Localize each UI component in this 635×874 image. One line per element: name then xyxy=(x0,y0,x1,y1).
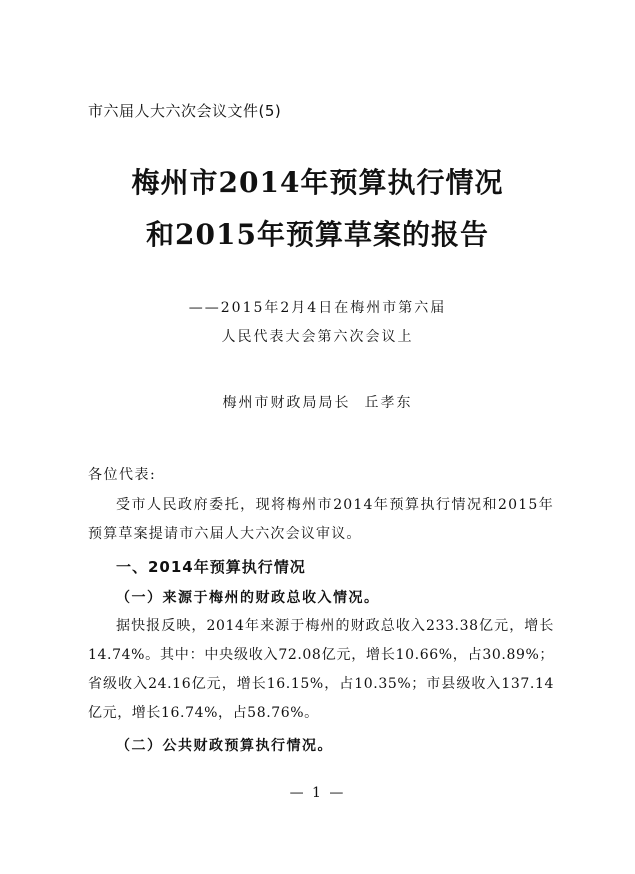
document-subtitle-line-1: ——2015年2月4日在梅州市第六届 xyxy=(188,300,447,316)
subsection-heading-2: （二）公共财政预算执行情况。 xyxy=(116,738,333,754)
document-subtitle-line-2: 人民代表大会第六次会议上 xyxy=(221,329,414,345)
body-paragraph-2: 据快报反映，2014年来源于梅州的财政总收入233.38亿元，增长14.74%。其中：中央级收入72.08亿元，增长10.66%，占30.89%；省级收入24.16亿元，增长16.15%，占10.35%；市县级收入137.14亿元，增长16.74%，占58.76%。 xyxy=(88,618,554,721)
author-line xyxy=(0,392,635,412)
author-title: 梅州市财政局局长 xyxy=(222,395,351,411)
document-header-label: 市六届人大六次会议文件(5) xyxy=(88,102,282,120)
document-title-line-1: 梅州市2014年预算执行情况 xyxy=(131,166,504,199)
section-heading-1: 一、2014年预算执行情况 xyxy=(116,558,306,576)
salutation: 各位代表: xyxy=(88,467,157,483)
page-number: — 1 — xyxy=(289,785,346,801)
author-name: 丘孝东 xyxy=(364,395,413,411)
document-title-line-2: 和2015年预算草案的报告 xyxy=(146,218,489,251)
body-paragraph-1: 受市人民政府委托，现将梅州市2014年预算执行情况和2015年预算草案提请市六届人大六次会议审议。 xyxy=(88,497,554,542)
subsection-heading-1: （一）来源于梅州的财政总收入情况。 xyxy=(116,590,380,606)
